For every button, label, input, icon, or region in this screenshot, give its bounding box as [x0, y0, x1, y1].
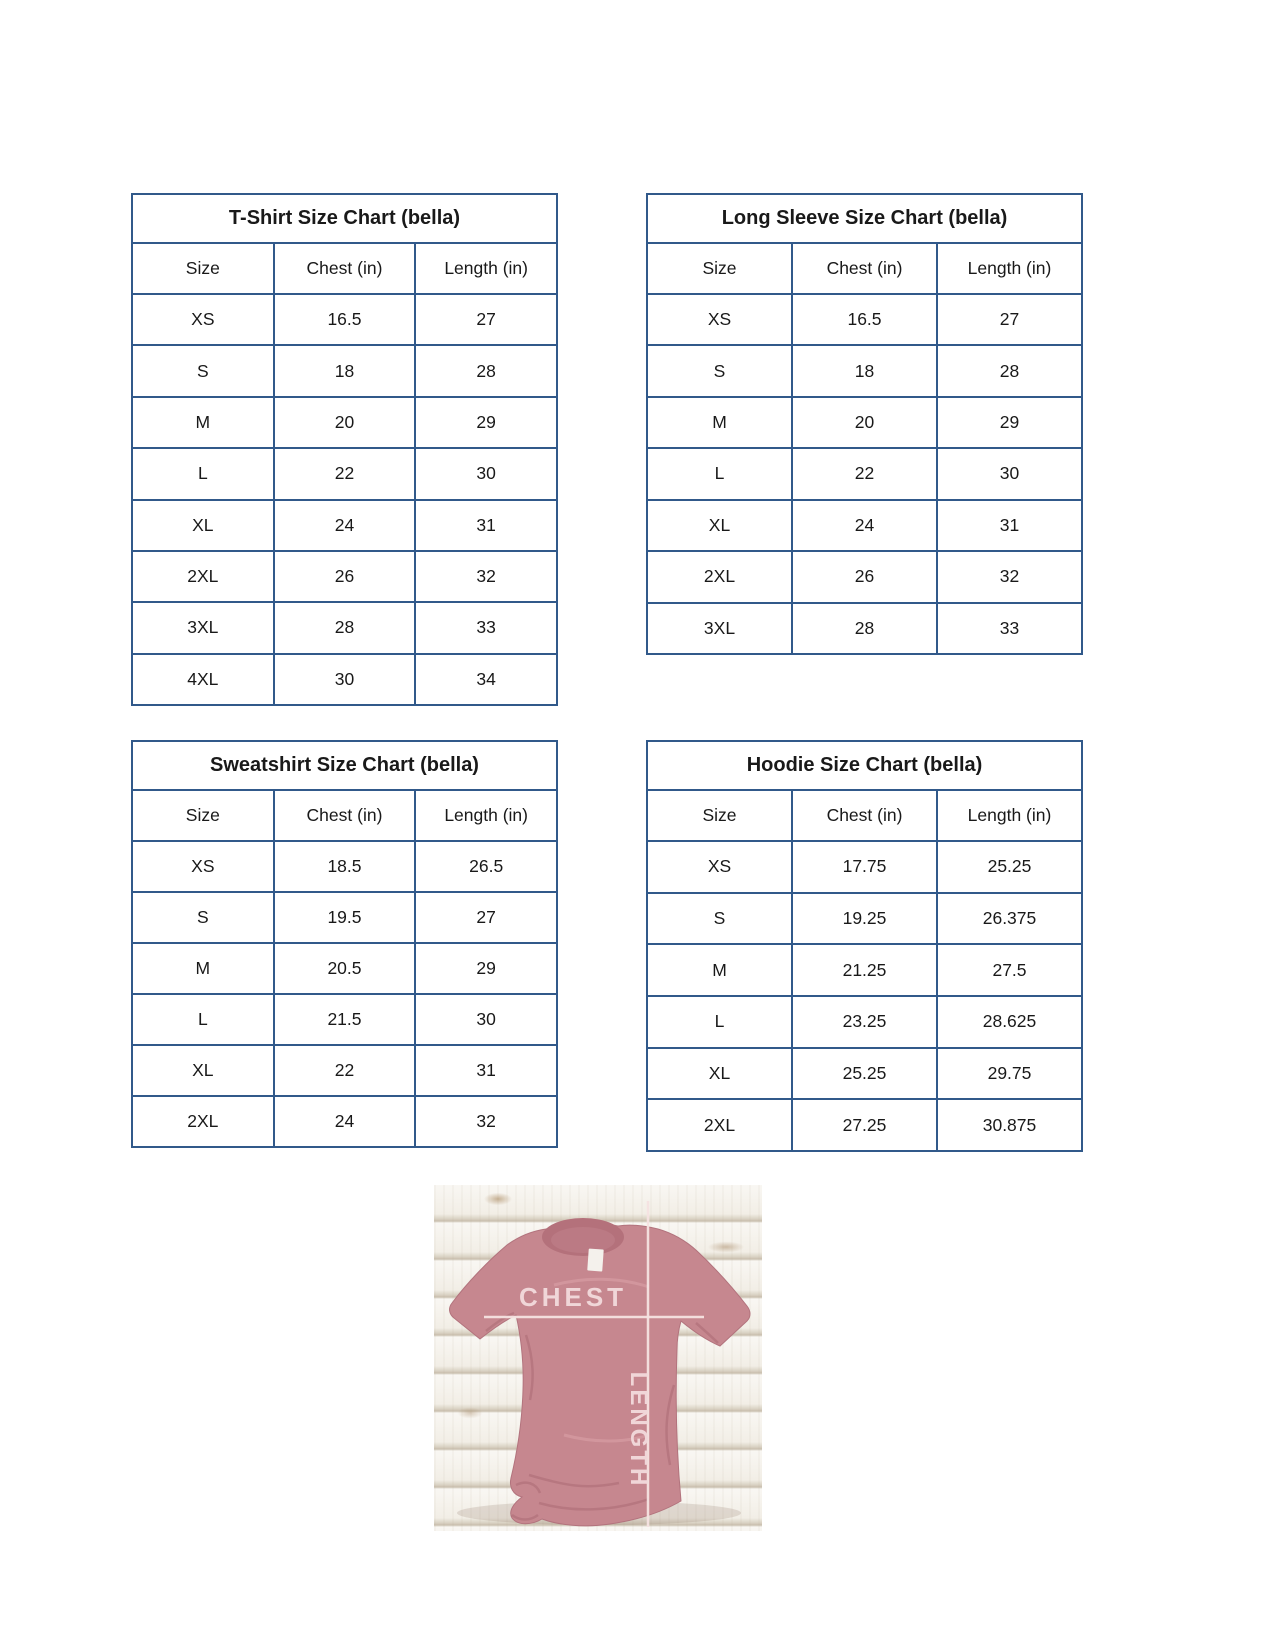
- table-cell: 3XL: [647, 603, 792, 654]
- table-cell: 32: [937, 551, 1082, 602]
- table-cell: 33: [937, 603, 1082, 654]
- collar-inner: [551, 1227, 615, 1253]
- table-cell: 27.25: [792, 1099, 937, 1151]
- table-cell: 30: [415, 448, 557, 499]
- column-header: Length (in): [415, 243, 557, 294]
- table-cell: 31: [415, 1045, 557, 1096]
- table-row: [647, 345, 1082, 396]
- table-cell: 32: [415, 1096, 557, 1147]
- column-header: Length (in): [937, 790, 1082, 841]
- table-row: [132, 397, 557, 448]
- table-cell: 22: [792, 448, 937, 499]
- longsleeve-size-table: [646, 193, 1083, 655]
- column-header: Size: [647, 790, 792, 841]
- table-cell: 20.5: [274, 943, 416, 994]
- table-title-row: [132, 741, 557, 790]
- table-row: [647, 1099, 1082, 1151]
- table-row: [647, 500, 1082, 551]
- neck-label: [587, 1249, 603, 1272]
- table-cell: S: [647, 345, 792, 396]
- table-title: Hoodie Size Chart (bella): [647, 741, 1082, 790]
- table-cell: 2XL: [647, 1099, 792, 1151]
- sweatshirt-size-table: [131, 740, 558, 1148]
- table-header-row: [647, 243, 1082, 294]
- table-cell: 17.75: [792, 841, 937, 893]
- table-cell: 21.5: [274, 994, 416, 1045]
- table-cell: XS: [132, 294, 274, 345]
- table-cell: 22: [274, 1045, 416, 1096]
- table-cell: 3XL: [132, 602, 274, 653]
- table-row: [132, 294, 557, 345]
- table-row: [132, 1045, 557, 1096]
- table-row: [132, 892, 557, 943]
- table-cell: 34: [415, 654, 557, 705]
- column-header: Size: [647, 243, 792, 294]
- table-cell: 27: [415, 892, 557, 943]
- table-cell: 21.25: [792, 944, 937, 996]
- column-header: Length (in): [937, 243, 1082, 294]
- table-cell: XL: [647, 1048, 792, 1100]
- table-title: T-Shirt Size Chart (bella): [132, 194, 557, 243]
- table-cell: L: [647, 996, 792, 1048]
- table-cell: 4XL: [132, 654, 274, 705]
- table-cell: 18: [792, 345, 937, 396]
- table-cell: XL: [132, 500, 274, 551]
- table-cell: 25.25: [937, 841, 1082, 893]
- table-cell: 29: [937, 397, 1082, 448]
- table-cell: 28: [792, 603, 937, 654]
- table-cell: 19.5: [274, 892, 416, 943]
- table-cell: 32: [415, 551, 557, 602]
- table-row: [132, 602, 557, 653]
- table-cell: 2XL: [132, 551, 274, 602]
- table-row: [132, 943, 557, 994]
- table-row: [647, 893, 1082, 945]
- table-row: [647, 841, 1082, 893]
- table-cell: 16.5: [274, 294, 416, 345]
- table-cell: 29: [415, 943, 557, 994]
- table-cell: M: [647, 944, 792, 996]
- table-row: [647, 551, 1082, 602]
- hoodie-size-table: [646, 740, 1083, 1152]
- table-header-row: [132, 243, 557, 294]
- table-cell: 26: [274, 551, 416, 602]
- column-header: Chest (in): [792, 790, 937, 841]
- table-cell: 28.625: [937, 996, 1082, 1048]
- table-cell: 29.75: [937, 1048, 1082, 1100]
- table-cell: S: [132, 345, 274, 396]
- column-header: Length (in): [415, 790, 557, 841]
- table-cell: 19.25: [792, 893, 937, 945]
- table-cell: XL: [647, 500, 792, 551]
- table-cell: 20: [792, 397, 937, 448]
- table-cell: 24: [274, 1096, 416, 1147]
- table-row: [132, 654, 557, 705]
- table-cell: L: [132, 448, 274, 499]
- table-cell: S: [132, 892, 274, 943]
- column-header: Size: [132, 790, 274, 841]
- column-header: Chest (in): [792, 243, 937, 294]
- table-row: [647, 944, 1082, 996]
- table-cell: 31: [415, 500, 557, 551]
- table-row: [132, 841, 557, 892]
- column-header: Chest (in): [274, 790, 416, 841]
- table-cell: 27.5: [937, 944, 1082, 996]
- table-cell: XL: [132, 1045, 274, 1096]
- table-cell: M: [647, 397, 792, 448]
- table-cell: L: [132, 994, 274, 1045]
- table-cell: 30: [274, 654, 416, 705]
- table-cell: 26.375: [937, 893, 1082, 945]
- table-cell: 25.25: [792, 1048, 937, 1100]
- table-row: [647, 294, 1082, 345]
- table-cell: 22: [274, 448, 416, 499]
- table-cell: 33: [415, 602, 557, 653]
- table-row: [132, 994, 557, 1045]
- chest-label: CHEST: [518, 1282, 628, 1312]
- column-header: Chest (in): [274, 243, 416, 294]
- table-cell: 28: [415, 345, 557, 396]
- table-cell: 18.5: [274, 841, 416, 892]
- table-row: [647, 397, 1082, 448]
- table-cell: 31: [937, 500, 1082, 551]
- table-cell: 27: [937, 294, 1082, 345]
- table-cell: 26.5: [415, 841, 557, 892]
- table-cell: 28: [274, 602, 416, 653]
- table-row: [132, 345, 557, 396]
- table-row: [647, 448, 1082, 499]
- table-cell: 16.5: [792, 294, 937, 345]
- table-row: [647, 996, 1082, 1048]
- table-title: Long Sleeve Size Chart (bella): [647, 194, 1082, 243]
- table-cell: M: [132, 943, 274, 994]
- table-row: [132, 551, 557, 602]
- size-guide-photo: [434, 1185, 762, 1531]
- table-cell: 18: [274, 345, 416, 396]
- table-cell: 24: [274, 500, 416, 551]
- table-cell: 26: [792, 551, 937, 602]
- table-row: [132, 500, 557, 551]
- table-cell: XS: [132, 841, 274, 892]
- table-row: [132, 1096, 557, 1147]
- table-cell: 29: [415, 397, 557, 448]
- table-title: Sweatshirt Size Chart (bella): [132, 741, 557, 790]
- table-cell: XS: [647, 294, 792, 345]
- column-header: Size: [132, 243, 274, 294]
- table-header-row: [132, 790, 557, 841]
- table-cell: 20: [274, 397, 416, 448]
- table-cell: L: [647, 448, 792, 499]
- table-cell: 2XL: [647, 551, 792, 602]
- table-cell: S: [647, 893, 792, 945]
- table-cell: XS: [647, 841, 792, 893]
- table-header-row: [647, 790, 1082, 841]
- table-title-row: [647, 741, 1082, 790]
- table-title-row: [132, 194, 557, 243]
- table-cell: 30: [415, 994, 557, 1045]
- table-row: [132, 448, 557, 499]
- table-cell: 28: [937, 345, 1082, 396]
- table-cell: 23.25: [792, 996, 937, 1048]
- table-cell: 30: [937, 448, 1082, 499]
- tshirt-illustration: [434, 1185, 762, 1531]
- table-cell: 27: [415, 294, 557, 345]
- table-cell: 24: [792, 500, 937, 551]
- tshirt-size-table: [131, 193, 558, 706]
- length-label: LENGTH: [625, 1371, 652, 1489]
- table-row: [647, 603, 1082, 654]
- table-cell: 2XL: [132, 1096, 274, 1147]
- table-cell: M: [132, 397, 274, 448]
- table-title-row: [647, 194, 1082, 243]
- table-cell: 30.875: [937, 1099, 1082, 1151]
- table-row: [647, 1048, 1082, 1100]
